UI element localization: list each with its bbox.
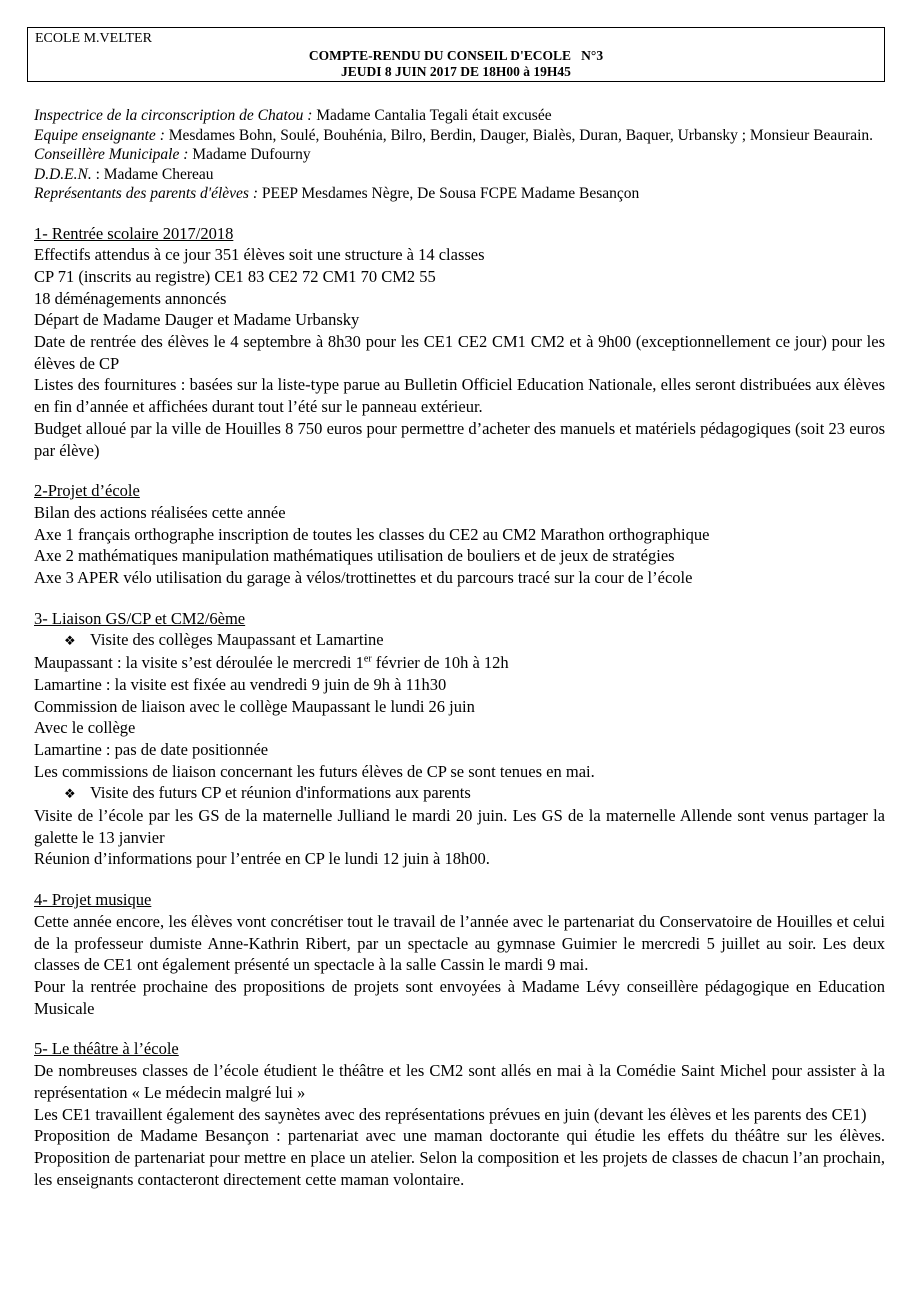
- paragraph: Pour la rentrée prochaine des propositions de projets sont envoyées à Madame Lévy conseillère pédagogique en Education Musicale: [34, 977, 885, 1018]
- school-name: ECOLE M.VELTER: [35, 31, 152, 46]
- paragraph: [34, 652, 885, 674]
- section-musique: [34, 889, 885, 1019]
- attendee-line: [34, 126, 885, 146]
- attendee-names: Mesdames Bohn, Soulé, Bouhénia, Bilro, Berdin, Dauger, Bialès, Duran, Baquer, Urbansky ; Monsieur Beaurain.: [164, 126, 874, 144]
- document-header-box: [27, 27, 885, 82]
- paragraph: Les commissions de liaison concernant les futurs élèves de CP se sont tenues en mai.: [34, 761, 595, 781]
- paragraph: Budget alloué par la ville de Houilles 8 750 euros pour permettre d’acheter des manuels et matériels pédagogiques (soit 23 euros par élève): [34, 418, 885, 460]
- section-liaison: [34, 608, 885, 870]
- section-rentree: [34, 223, 885, 462]
- superscript: er: [363, 653, 372, 665]
- paragraph: CP 71 (inscrits au registre) CE1 83 CE2 72 CM1 70 CM2 55: [34, 266, 436, 286]
- attendee-role: Conseillère Municipale :: [34, 146, 189, 163]
- bullet-text: Visite des futurs CP et réunion d'informations aux parents: [90, 783, 471, 803]
- paragraph: Date de rentrée des élèves le 4 septembre à 8h30 pour les CE1 CE2 CM1 CM2 et à 9h00 (exceptionnellement ce jour) pour les élèves de CP: [34, 332, 885, 373]
- document-page: [27, 27, 885, 1190]
- paragraph: Axe 3 APER vélo utilisation du garage à vélos/trottinettes et du parcours tracé sur la cour de l’école: [34, 568, 693, 588]
- section-projet-ecole: [34, 480, 885, 589]
- section-title: 2-Projet d’école: [34, 481, 140, 501]
- attendee-line: [34, 184, 885, 204]
- bullet-text: Visite des collèges Maupassant et Lamartine: [90, 630, 384, 650]
- attendee-role: D.D.E.N.: [34, 165, 92, 183]
- paragraph: Effectifs attendus à ce jour 351 élèves soit une structure à 14 classes: [34, 245, 485, 265]
- title-line-1: COMPTE-RENDU DU CONSEIL D'ECOLE N°3: [308, 48, 604, 63]
- paragraph: Visite de l’école par les GS de la maternelle Julliand le mardi 20 juin. Les GS de la maternelle Allende sont venus partager la galette le 13 janvier: [34, 806, 885, 847]
- diamond-bullet-icon: ❖: [64, 786, 76, 802]
- paragraph: Lamartine : la visite est fixée au vendredi 9 juin de 9h à 11h30: [34, 674, 447, 694]
- diamond-bullet-icon: ❖: [64, 633, 76, 649]
- bullet-item: [34, 629, 885, 652]
- paragraph: Commission de liaison avec le collège Maupassant le lundi 26 juin: [34, 696, 475, 716]
- paragraph: Départ de Madame Dauger et Madame Urbansky: [34, 310, 360, 330]
- attendee-line: [34, 106, 885, 126]
- section-title: 3- Liaison GS/CP et CM2/6ème: [34, 608, 246, 628]
- paragraph: Bilan des actions réalisées cette année: [34, 502, 286, 522]
- section-title: 4- Projet musique: [34, 890, 152, 910]
- paragraph: Axe 1 français orthographe inscription de toutes les classes du CE2 au CM2 Marathon orthographique: [34, 524, 710, 544]
- attendee-line: [34, 165, 885, 185]
- text-fragment: Maupassant : la visite s’est déroulée le mercredi 1: [34, 653, 364, 673]
- attendee-role: Inspectrice de la circonscription de Chatou :: [34, 107, 313, 124]
- bullet-item: [34, 782, 885, 805]
- paragraph: Proposition de Madame Besançon : partenariat avec une maman doctorante qui étudie les effets du théâtre sur les élèves. Proposition de partenariat pour mettre en place un atelier. Selon la composition et les projets de classes de chacun l’an prochain, les enseignants contacteront directement cette maman volontaire.: [34, 1126, 885, 1189]
- paragraph: 18 déménagements annoncés: [34, 288, 227, 308]
- attendee-role: Représentants des parents d'élèves :: [34, 185, 258, 202]
- title-line-2: JEUDI 8 JUIN 2017 DE 18H00 à 19H45: [341, 64, 571, 79]
- text-fragment: février de 10h à 12h: [371, 653, 509, 673]
- section-title: 5- Le théâtre à l’école: [34, 1039, 179, 1059]
- section-theatre: [34, 1038, 885, 1190]
- paragraph: Lamartine : pas de date positionnée: [34, 739, 269, 759]
- paragraph: Les CE1 travaillent également des saynètes avec des représentations prévues en juin (devant les élèves et les parents des CE1): [34, 1104, 867, 1124]
- document-title: [28, 48, 884, 80]
- minutes-content: [27, 223, 885, 1191]
- paragraph: De nombreuses classes de l’école étudient le théâtre et les CM2 sont allés en mai à la Comédie Saint Michel pour assister à la représentation « Le médecin malgré lui »: [34, 1061, 885, 1102]
- attendee-names: PEEP Mesdames Nègre, De Sousa FCPE Madame Besançon: [258, 185, 640, 202]
- paragraph: Cette année encore, les élèves vont concrétiser tout le travail de l’année avec le partenariat du Conservatoire de Houilles et celui de la professeur dumiste Anne-Kathrin Ribert, par un spectacle au gymnase Guimier le mercredi 5 juillet au soir. Les deux classes de CE1 ont également présenté un spectacle à la salle Cassin le mardi 9 mai.: [34, 911, 885, 975]
- attendee-line: [34, 145, 885, 165]
- section-title: 1- Rentrée scolaire 2017/2018: [34, 223, 234, 243]
- paragraph: Axe 2 mathématiques manipulation mathématiques utilisation de bouliers et de jeux de stratégies: [34, 546, 675, 566]
- paragraph: Listes des fournitures : basées sur la liste-type parue au Bulletin Officiel Education Nationale, elles seront distribuées aux élèves en fin d’année et affichées durant tout l’été sur le panneau extérieur.: [34, 375, 885, 417]
- paragraph: Avec le collège: [34, 718, 136, 738]
- paragraph: Réunion d’informations pour l’entrée en CP le lundi 12 juin à 18h00.: [34, 849, 490, 869]
- attendee-names: Madame Cantalia Tegali était excusée: [312, 107, 552, 124]
- attendee-names: : Madame Chereau: [91, 165, 214, 183]
- attendee-names: Madame Dufourny: [188, 146, 311, 163]
- attendee-role: Equipe enseignante :: [34, 126, 165, 144]
- attendees-block: [27, 106, 885, 204]
